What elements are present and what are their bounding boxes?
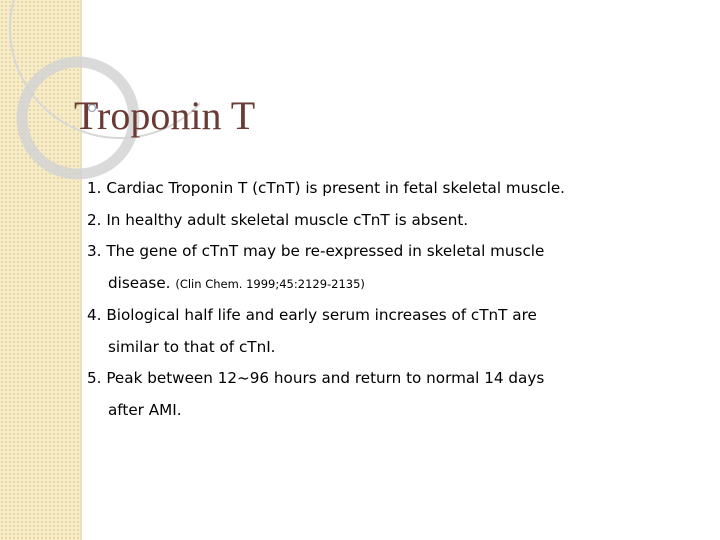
bullet-2: 2. In healthy adult skeletal muscle cTnT is absent. <box>87 210 469 229</box>
bullet-3-text: disease. <box>108 273 171 292</box>
bullet-4-continued: similar to that of cTnI. <box>108 337 276 356</box>
citation: (Clin Chem. 1999;45:2129-2135) <box>175 276 365 291</box>
bullet-5: 5. Peak between 12~96 hours and return to normal 14 days <box>87 369 545 387</box>
bullet-3-continued <box>87 268 687 301</box>
bullet-5-continued: after AMI. <box>108 400 182 419</box>
bullet-3: 3. The gene of cTnT may be re-expressed in skeletal muscle <box>87 242 545 260</box>
slide-body <box>87 173 687 426</box>
slide-title: Troponin T <box>74 93 256 138</box>
bullet-4: 4. Biological half life and early serum increases of cTnT are <box>87 306 537 324</box>
bullet-1: 1. Cardiac Troponin T (cTnT) is present in fetal skeletal muscle. <box>87 179 565 197</box>
